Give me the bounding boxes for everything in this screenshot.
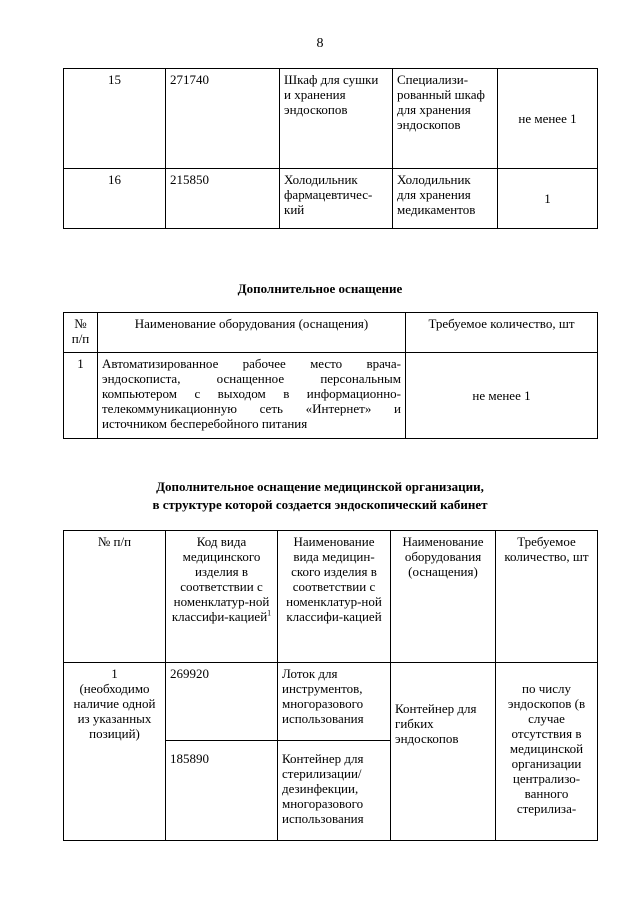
section-title-line-2: в структуре которой создается эндоскопический кабинет xyxy=(152,497,488,512)
equipment-name: Контейнер для гибких эндоскопов xyxy=(391,663,496,841)
device-name: Контейнер для стерилизации/ дезинфекции, многоразового использования xyxy=(278,741,391,841)
header-device-name: Наименование вида медицин-ского изделия в соответствии с номенклатур-ной классифи-кацией xyxy=(278,531,391,663)
device-name: Холодильник фармацевтичес-кий xyxy=(280,169,393,229)
table-row xyxy=(64,69,598,169)
device-code: 269920 xyxy=(166,663,278,741)
device-name: Шкаф для сушки и хранения эндоскопов xyxy=(280,69,393,169)
page-number: 8 xyxy=(316,36,324,51)
device-code: 271740 xyxy=(166,69,280,169)
equipment-table-continued xyxy=(63,68,598,229)
table-header-row xyxy=(64,531,598,663)
header-number: № п/п xyxy=(64,531,166,663)
table-row xyxy=(64,353,598,439)
row-note: (необходимо наличие одной из указанных позиций) xyxy=(73,681,156,741)
header-device-code xyxy=(166,531,278,663)
header-device-code-text: Код вида медицинского изделия в соответствии с номенклатур-ной классифи-кацией xyxy=(171,534,270,624)
row-number: 1 xyxy=(111,666,118,681)
row-number: 15 xyxy=(64,69,166,169)
device-code: 215850 xyxy=(166,169,280,229)
table-header-row xyxy=(64,313,598,353)
equipment-name: Холодильник для хранения медикаментов xyxy=(393,169,498,229)
row-number: 16 xyxy=(64,169,166,229)
device-code: 185890 xyxy=(166,741,278,841)
header-quantity: Требуемое количество, шт xyxy=(406,313,598,353)
device-name: Лоток для инструментов, многоразового использования xyxy=(278,663,391,741)
quantity: 1 xyxy=(498,169,598,229)
footnote-marker: 1 xyxy=(267,608,272,618)
quantity: по числу эндоскопов (в случае отсутствия в медицинской организации централизо-ванного стерилиза- xyxy=(496,663,598,841)
header-number: № п/п xyxy=(64,313,98,353)
header-equipment-name: Наименование оборудования (оснащения) xyxy=(98,313,406,353)
equipment-name: Специализи-рованный шкаф для хранения эндоскопов xyxy=(393,69,498,169)
additional-equipment-table xyxy=(63,312,598,439)
header-quantity: Требуемое количество, шт xyxy=(496,531,598,663)
row-number: 1 xyxy=(64,353,98,439)
section-title-line-1: Дополнительное оснащение медицинской организации, xyxy=(156,479,484,494)
table-row xyxy=(64,169,598,229)
header-equipment-name: Наименование оборудования (оснащения) xyxy=(391,531,496,663)
table-row xyxy=(64,663,598,741)
section-title-additional-equipment: Дополнительное оснащение xyxy=(237,281,403,296)
row-number-cell xyxy=(64,663,166,841)
organization-equipment-table xyxy=(63,530,598,841)
quantity: не менее 1 xyxy=(406,353,598,439)
equipment-name: Автоматизированное рабочее место врача-эндоскописта, оснащенное персональным компьютером с выходом в информационно-телекоммуникационную сеть «Интернет» и источником бесперебойного питания xyxy=(98,353,406,439)
quantity: не менее 1 xyxy=(498,69,598,169)
